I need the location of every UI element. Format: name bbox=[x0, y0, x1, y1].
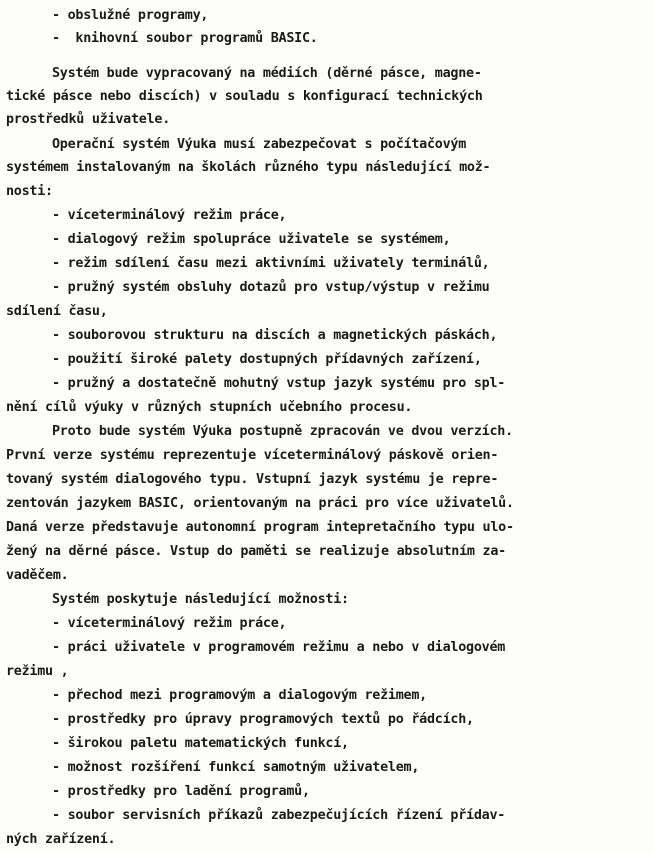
text-line: - soubor servisních příkazů zabezpečujících řízení přídav- bbox=[52, 808, 506, 823]
text-line: Systém bude vypracovaný na médiích (děrné pásce, magne- bbox=[52, 66, 482, 81]
text-line: - knihovní soubor programů BASIC. bbox=[52, 31, 318, 46]
text-line: - režim sdílení času mezi aktivními uživately terminálů, bbox=[52, 256, 490, 271]
text-line: - souborovou strukturu na discích a magnetických páskách, bbox=[52, 328, 498, 343]
text-line: - prostředky pro úpravy programových textů po řádcích, bbox=[52, 712, 474, 727]
text-line: - použití široké palety dostupných přídavných zařízení, bbox=[52, 352, 482, 367]
text-line: vaděčem. bbox=[6, 568, 69, 583]
text-line: tické pásce nebo discích) v souladu s konfigurací technických bbox=[6, 89, 483, 104]
text-line: systémem instalovaným na školách různého typu následující mož- bbox=[6, 160, 491, 175]
text-line: - obslužné programy, bbox=[52, 8, 209, 23]
text-line: - prostředky pro ladění programů, bbox=[52, 784, 310, 799]
text-line: - možnost rozšíření funkcí samotným uživatelem, bbox=[52, 760, 420, 775]
text-line: - víceterminálový režim práce, bbox=[52, 208, 287, 223]
text-line: Proto bude systém Výuka postupně zpracován ve dvou verzích. bbox=[52, 424, 513, 439]
text-line: - širokou paletu matematických funkcí, bbox=[52, 736, 349, 751]
text-line: - práci uživatele v programovém režimu a nebo v dialogovém bbox=[52, 640, 506, 655]
text-line: žený na děrné pásce. Vstup do paměti se realizuje absolutním za- bbox=[6, 544, 506, 559]
text-line: ných zařízení. bbox=[6, 832, 116, 847]
text-line: Daná verze představuje autonomní program intepretačního typu ulo- bbox=[6, 520, 514, 535]
text-line: nění cílů výuky v různých stupních učebního procesu. bbox=[6, 400, 413, 415]
text-line: - pružný a dostatečně mohutný vstup jazyk systému pro spl- bbox=[52, 376, 506, 391]
text-line: - pružný systém obsluhy dotazů pro vstup/výstup v režimu bbox=[52, 280, 490, 295]
text-line: zentován jazykem BASIC, orientovaným na práci pro více uživatelů. bbox=[6, 496, 514, 511]
text-line: Systém poskytuje následující možnosti: bbox=[52, 592, 349, 607]
text-line: - dialogový režim spolupráce uživatele se systémem, bbox=[52, 232, 451, 247]
text-line: prostředků uživatele. bbox=[6, 112, 171, 127]
text-line: - víceterminálový režim práce, bbox=[52, 616, 287, 631]
text-line: Operační systém Výuka musí zabezpečovat s počítačovým bbox=[52, 137, 467, 152]
text-line: sdílení času, bbox=[6, 304, 108, 319]
text-line: První verze systému reprezentuje víceterminálový páskově orien- bbox=[6, 448, 499, 463]
text-line: - přechod mezi programovým a dialogovým režimem, bbox=[52, 688, 427, 703]
text-line: nosti: bbox=[6, 184, 53, 199]
text-line: režimu , bbox=[6, 664, 69, 679]
text-line: tovaný systém dialogového typu. Vstupní jazyk systému je repre- bbox=[6, 472, 499, 487]
